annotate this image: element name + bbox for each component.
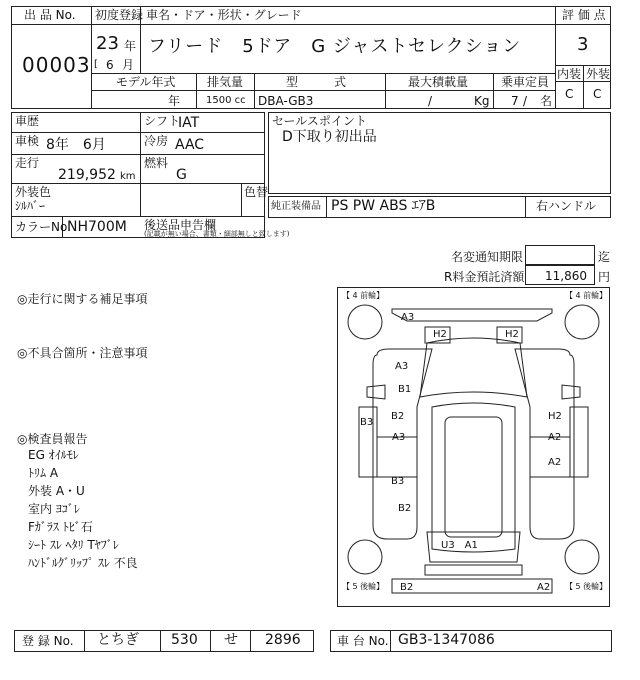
- equipment-value: PS PW ABS ｴｱB: [331, 198, 436, 214]
- report-line: 室内 ﾖｺﾞﾚ: [28, 502, 80, 516]
- aftermarket-note: (記載が無い場合、書類・細部無しと致します): [144, 230, 290, 238]
- first-reg-year: 23: [96, 33, 119, 54]
- ext-color-value: ｼﾙﾊﾞｰ: [15, 199, 46, 213]
- reg-class: 530: [171, 632, 198, 648]
- shift-value: IAT: [178, 115, 200, 131]
- history-label: 車歴: [15, 114, 40, 128]
- car-outline-diagram: [337, 287, 610, 607]
- year-unit: 年: [124, 39, 137, 53]
- front-left-tire-tag: 【 4 前輪】: [342, 291, 385, 300]
- exterior-label: 外装: [586, 67, 611, 81]
- color-no-label: カラーNo.: [15, 220, 71, 234]
- mileage-unit: km: [120, 171, 136, 182]
- model-name: フリード 5ドア G ジャストセレクション: [148, 36, 522, 57]
- capacity-value: 7: [511, 94, 519, 108]
- driving-remarks-label: ◎走行に関する補足事項: [17, 292, 148, 306]
- month-unit: 月: [122, 58, 135, 72]
- report-line: ｼｰﾄ ｽﾚ ﾍﾀﾘ Tﾔﾌﾞﾚ: [28, 538, 119, 552]
- mark-headlight-left: H2: [433, 329, 447, 340]
- type-value: DBA-GB3: [258, 94, 314, 108]
- report-line: ﾊﾝﾄﾞﾙｸﾞﾘｯﾌﾟ ｽﾚ 不良: [28, 556, 138, 570]
- month-bracket: [: [94, 59, 98, 70]
- mark-left-rocker: B3: [360, 417, 374, 428]
- reg-label: 登 録 No.: [22, 634, 74, 648]
- equipment-label: 純正装備品: [271, 201, 321, 212]
- mark-left-rear-door: B3: [391, 476, 405, 487]
- color-no-value: NH700M: [67, 219, 127, 235]
- rear-right-tire-tag: 【 5 後輪】: [565, 582, 608, 591]
- defects-label: ◎不具合箇所・注意事項: [17, 346, 148, 360]
- ac-label: 冷房: [144, 134, 169, 148]
- displacement: 1500 cc: [206, 95, 246, 106]
- sales-point-label: セールスポイント: [272, 114, 367, 128]
- ac-value: AAC: [175, 137, 205, 153]
- mark-right-front-door: H2: [548, 411, 562, 422]
- mark-left-front-door: B2: [391, 411, 405, 422]
- fuel-value: G: [176, 167, 187, 183]
- steering-value: 右ハンドル: [536, 199, 597, 213]
- front-right-tire-tag: 【 4 前輪】: [565, 291, 608, 300]
- chassis-number: GB3-1347086: [398, 632, 495, 648]
- transfer-unit: 迄: [598, 250, 611, 264]
- inspection-label: 車検: [15, 134, 40, 148]
- max-load-unit: Kg: [474, 94, 490, 108]
- mark-front-bumper: A3: [401, 312, 415, 323]
- capacity-unit: 名: [540, 94, 553, 108]
- mark-left-rear-fender: B2: [398, 503, 412, 514]
- exterior-grade: C: [593, 87, 602, 101]
- mark-left-fender: A3: [395, 361, 409, 372]
- recycle-unit: 円: [598, 270, 611, 284]
- transfer-box: [525, 245, 595, 265]
- inspection-value: 8年 6月: [46, 137, 106, 153]
- mark-rear-bumper-right: A2: [537, 582, 551, 593]
- report-line: EG ｵｲﾙﾓﾚ: [28, 448, 79, 462]
- transfer-label: 名変通知期限: [451, 250, 524, 264]
- inspector-label: ◎検査員報告: [17, 432, 88, 446]
- recycle-label: R料金預託済額: [444, 270, 525, 284]
- mileage-value: 219,952: [58, 167, 116, 183]
- sales-point-value: D下取り初出品: [282, 129, 377, 145]
- aftermarket-label: 後送品申告欄: [144, 218, 217, 232]
- mark-rear-bumper-left: B2: [400, 582, 414, 593]
- model-year-label: モデル年式: [116, 75, 176, 89]
- mark-rear-gate: U3 A1: [441, 540, 478, 551]
- displacement-label: 排気量: [207, 75, 244, 89]
- recycle-amount: 11,860: [545, 269, 587, 283]
- rear-left-tire-tag: 【 5 後輪】: [342, 582, 385, 591]
- reg-area: とちぎ: [97, 632, 139, 648]
- capacity-label: 乗車定員: [501, 75, 550, 89]
- max-load-label: 最大積載量: [408, 75, 469, 89]
- mark-left-fender-b: B1: [398, 384, 412, 395]
- model-year-unit: 年: [168, 94, 181, 108]
- first-reg-month: 6: [106, 58, 114, 72]
- score-value: 3: [577, 34, 589, 55]
- chassis-label: 車 台 No.: [337, 634, 389, 648]
- mark-headlight-right: H2: [505, 329, 519, 340]
- mark-right-rear-door: A2: [548, 457, 562, 468]
- reg-kana: せ: [224, 632, 238, 648]
- reg-number: 2896: [265, 632, 301, 648]
- report-line: 外装 A・U: [28, 484, 85, 498]
- lot-number: 00003: [22, 53, 91, 77]
- score-label: 評 価 点: [562, 8, 606, 22]
- mileage-label: 走行: [15, 156, 40, 170]
- interior-label: 内装: [557, 67, 582, 81]
- first-reg-label: 初度登録: [95, 8, 144, 22]
- shift-label: シフト: [144, 114, 181, 128]
- mark-right-front-door-b: A2: [548, 432, 562, 443]
- max-load-slash: /: [428, 94, 433, 108]
- fuel-label: 燃料: [144, 156, 169, 170]
- mark-left-front-door-b: A3: [392, 432, 406, 443]
- interior-grade: C: [565, 87, 574, 101]
- capacity-slash: /: [523, 94, 528, 108]
- color-change-label: 色替: [244, 185, 269, 199]
- report-line: Fｶﾞﾗｽ ﾄﾋﾞ石: [28, 520, 93, 534]
- report-line: ﾄﾘﾑ A: [28, 466, 59, 480]
- model-label: 車名・ドア・形状・グレード: [146, 8, 302, 22]
- type-label: 型 式: [286, 75, 347, 89]
- lot-label: 出 品 No.: [24, 8, 76, 22]
- ext-color-label: 外装色: [15, 185, 52, 199]
